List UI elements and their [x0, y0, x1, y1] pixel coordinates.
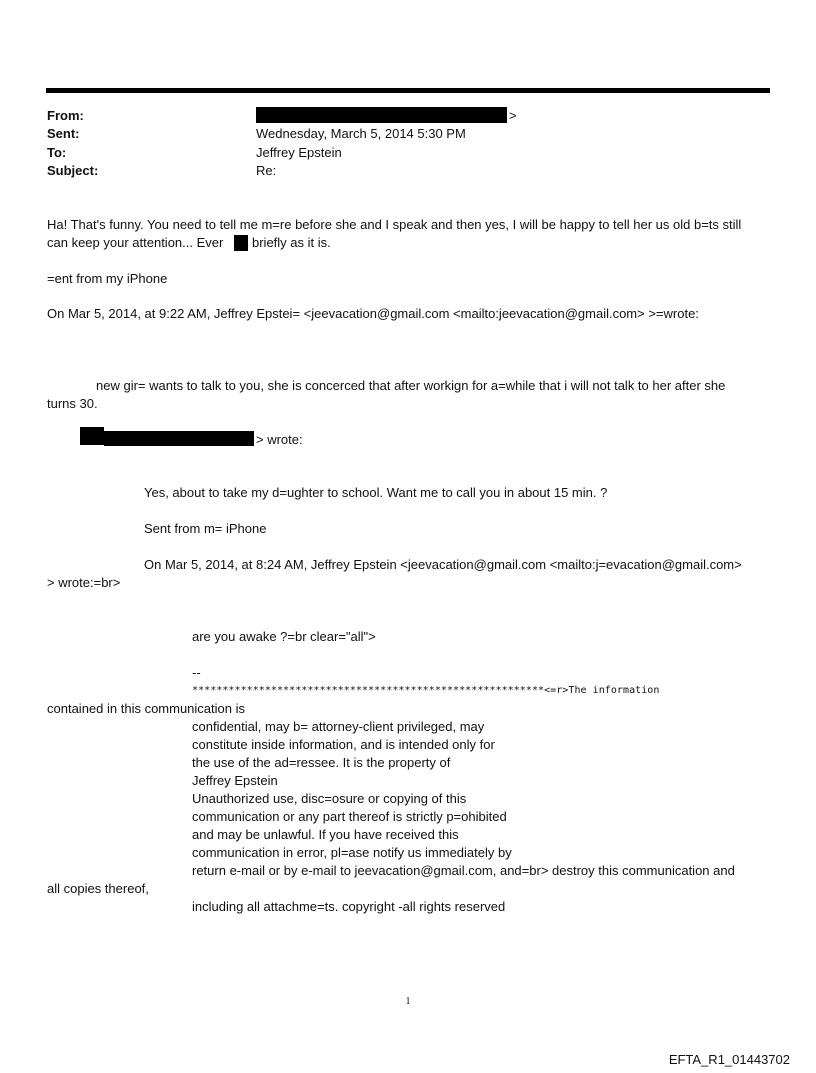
- body-p1-line2b: briefly as it is.: [252, 235, 331, 250]
- bates-number: EFTA_R1_01443702: [668, 1052, 790, 1067]
- from-redaction: [256, 107, 507, 123]
- body-p2-line2: turns 30.: [47, 396, 98, 411]
- sent-label: Sent:: [47, 126, 80, 141]
- to-label: To:: [47, 145, 67, 160]
- signature-line: communication or any part thereof is strictly p=ohibited: [192, 809, 507, 824]
- sent-from-line: =ent from my iPhone: [47, 271, 168, 286]
- inline-redaction: [234, 235, 248, 251]
- quoted-message-2: are you awake ?=br clear="all">: [192, 629, 376, 644]
- quoted-message-1: Yes, about to take my d=ughter to school. Want me to call you in about 15 min. ?: [144, 485, 608, 500]
- from-value-suffix: >: [509, 108, 517, 123]
- quoted-header-2: On Mar 5, 2014, at 8:24 AM, Jeffrey Epstein <jeevacation@gmail.com <mailto:j=evacation@gmail.com>: [144, 557, 742, 572]
- signature-line: confidential, may b= attorney-client privileged, may: [192, 719, 485, 734]
- signature-last-line: including all attachme=ts. copyright -all rights reserved: [192, 899, 506, 914]
- from-label: From:: [47, 108, 84, 123]
- body-p1-line1: Ha! That's funny. You need to tell me m=re before she and I speak and then yes, I will be happy to tell her us old b=ts still: [47, 217, 742, 232]
- quoted-header-1: On Mar 5, 2014, at 9:22 AM, Jeffrey Epstei= <jeevacation@gmail.com <mailto:jeevacation@gmail.com> >=wrote:: [47, 306, 699, 321]
- signature-line: Unauthorized use, disc=osure or copying of this: [192, 791, 467, 806]
- header-rule: [46, 88, 770, 93]
- signature-line: constitute inside information, and is intended only for: [192, 737, 495, 752]
- body-p2-line1: new gir= wants to talk to you, she is concerced that after workign for a=while that i will not talk to her after she: [96, 378, 726, 393]
- quoted-header-2-wrap: > wrote:=br>: [47, 575, 121, 590]
- sender-redaction-b: [104, 431, 254, 446]
- signature-line: and may be unlawful. If you have received this: [192, 827, 459, 842]
- wrote-suffix: > wrote:: [256, 432, 303, 447]
- to-value: Jeffrey Epstein: [256, 145, 342, 160]
- body-p1-line2a: can keep your attention... Ever: [47, 235, 224, 250]
- signature-stars: **********************************************************<=r>The information: [192, 685, 660, 696]
- sender-redaction-a: [80, 427, 104, 445]
- subject-value: Re:: [256, 163, 277, 178]
- page-number: 1: [405, 996, 411, 1007]
- signature-wrap-1: contained in this communication is: [47, 701, 245, 716]
- signature-wrap-2: all copies thereof,: [47, 881, 149, 896]
- signature-dash: --: [192, 665, 201, 680]
- quoted-sent-from: Sent from m= iPhone: [144, 521, 267, 536]
- signature-line: communication in error, pl=ase notify us immediately by: [192, 845, 512, 860]
- signature-line: the use of the ad=ressee. It is the property of: [192, 755, 451, 770]
- signature-line: return e-mail or by e-mail to jeevacation@gmail.com, and=br> destroy this communication and: [192, 863, 735, 878]
- signature-line: Jeffrey Epstein: [192, 773, 278, 788]
- subject-label: Subject:: [47, 163, 99, 178]
- sent-value: Wednesday, March 5, 2014 5:30 PM: [256, 126, 466, 141]
